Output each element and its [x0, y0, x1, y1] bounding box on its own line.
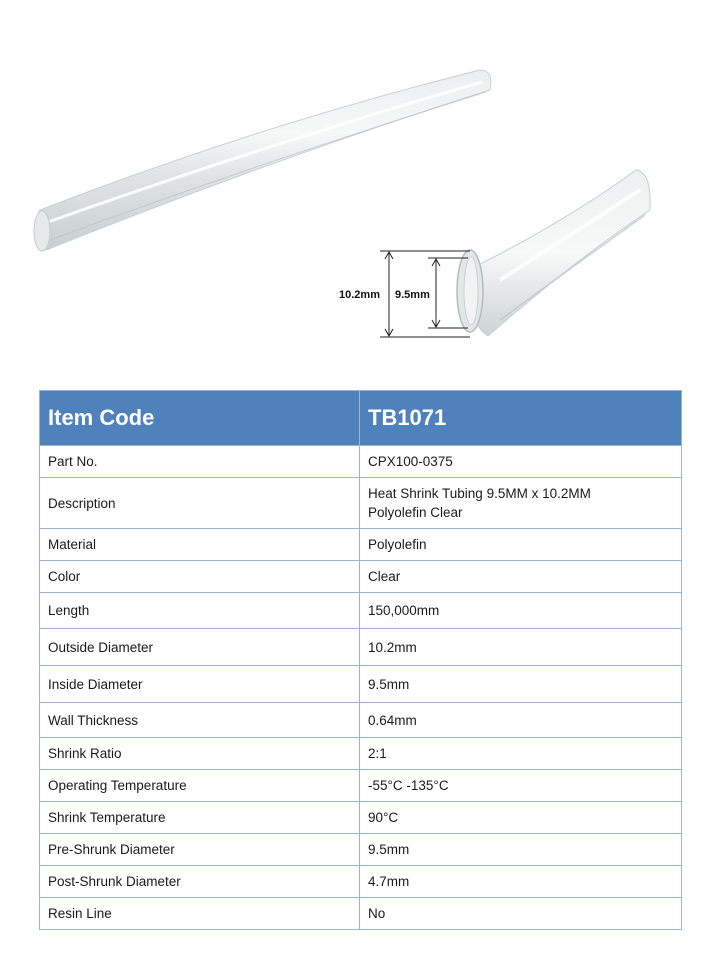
spec-value: CPX100-0375	[360, 446, 682, 478]
table-header-row	[40, 391, 682, 446]
spec-label: Resin Line	[40, 898, 360, 930]
spec-label: Part No.	[40, 446, 360, 478]
table-row	[40, 834, 682, 866]
item-code-value: TB1071	[360, 391, 682, 446]
spec-value: Heat Shrink Tubing 9.5MM x 10.2MM Polyolefin Clear	[360, 478, 682, 529]
table-row	[40, 666, 682, 703]
product-image	[0, 0, 720, 380]
spec-label: Material	[40, 529, 360, 561]
spec-value: 150,000mm	[360, 593, 682, 629]
spec-label: Post-Shrunk Diameter	[40, 866, 360, 898]
table-row	[40, 593, 682, 629]
spec-label: Shrink Ratio	[40, 738, 360, 770]
long-tube	[34, 70, 491, 251]
table-row	[40, 770, 682, 802]
spec-value: 2:1	[360, 738, 682, 770]
cut-tube	[457, 170, 650, 336]
spec-label: Inside Diameter	[40, 666, 360, 703]
table-row	[40, 561, 682, 593]
spec-label: Outside Diameter	[40, 629, 360, 666]
spec-value: 90°C	[360, 802, 682, 834]
spec-value: Polyolefin	[360, 529, 682, 561]
item-code-label: Item Code	[40, 391, 360, 446]
spec-label: Shrink Temperature	[40, 802, 360, 834]
spec-label: Pre-Shrunk Diameter	[40, 834, 360, 866]
table-row	[40, 866, 682, 898]
spec-value: -55°C -135°C	[360, 770, 682, 802]
spec-label: Operating Temperature	[40, 770, 360, 802]
inner-diameter-label: 9.5mm	[395, 289, 430, 301]
spec-table	[39, 390, 682, 930]
spec-value: No	[360, 898, 682, 930]
spec-value: 10.2mm	[360, 629, 682, 666]
spec-value: 9.5mm	[360, 834, 682, 866]
spec-label: Color	[40, 561, 360, 593]
table-row	[40, 446, 682, 478]
table-row	[40, 478, 682, 529]
table-row	[40, 898, 682, 930]
spec-value: 9.5mm	[360, 666, 682, 703]
table-row	[40, 703, 682, 738]
table-row	[40, 802, 682, 834]
spec-value: Clear	[360, 561, 682, 593]
table-row	[40, 738, 682, 770]
spec-value: 4.7mm	[360, 866, 682, 898]
spec-label: Wall Thickness	[40, 703, 360, 738]
table-row	[40, 529, 682, 561]
outer-diameter-label: 10.2mm	[339, 289, 380, 301]
table-row	[40, 629, 682, 666]
spec-value: 0.64mm	[360, 703, 682, 738]
spec-label: Description	[40, 478, 360, 529]
spec-label: Length	[40, 593, 360, 629]
